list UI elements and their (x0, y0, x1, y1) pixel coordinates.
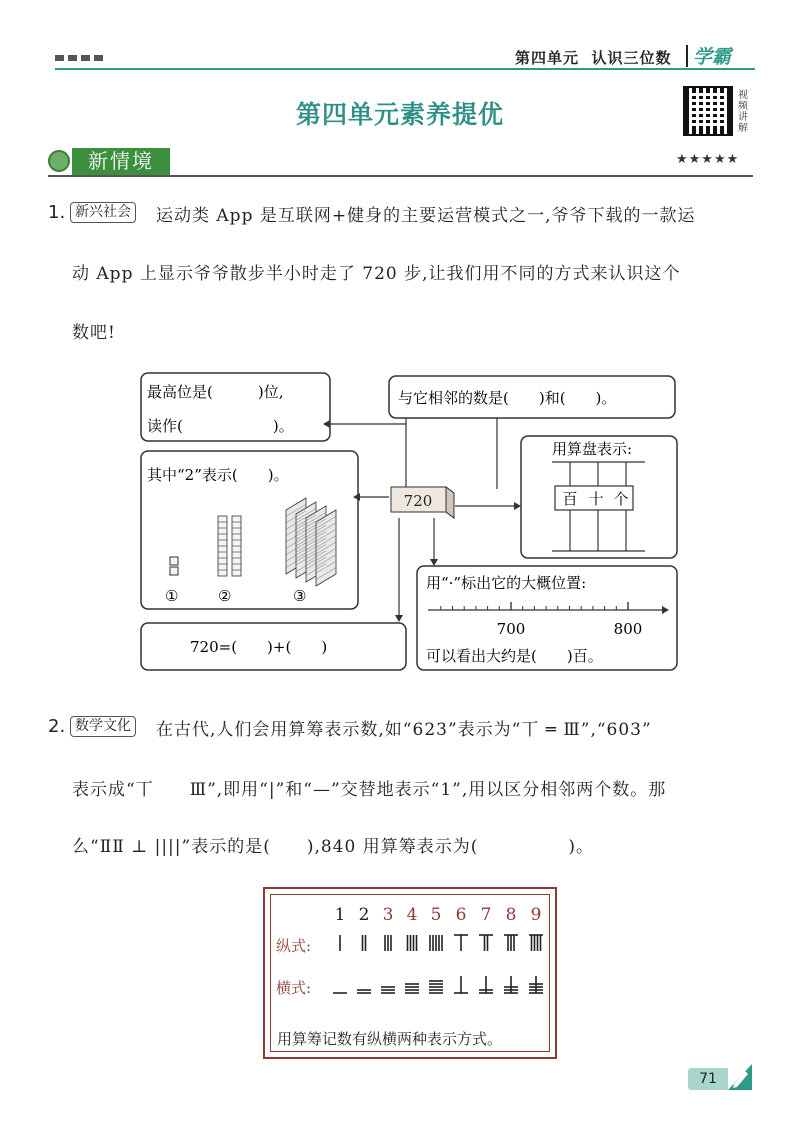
numberline-answer: 可以看出大约是( )百。 (426, 647, 603, 665)
tick-700: 700 (496, 620, 526, 638)
horizontal-label: 横式: (276, 979, 312, 997)
abacus-col-hundreds: 百 (562, 490, 578, 508)
q2-line1: 在古代,人们会用算筹表示数,如“623”表示为“丅 ═ Ⅲ”,“603” (156, 720, 652, 740)
vertical-rod-5 (430, 935, 442, 951)
expanded-form-text: 720=( )+( ) (190, 638, 328, 656)
label-3: ③ (293, 587, 307, 605)
neighbors-text: 与它相邻的数是( )和( )。 (398, 389, 617, 407)
q1-tag: 新兴社会 (70, 202, 136, 223)
vertical-label: 纵式: (276, 937, 312, 955)
tick-800: 800 (613, 620, 643, 638)
abacus-title: 用算盘表示: (552, 440, 633, 458)
rod-digit-1: 1 (334, 905, 346, 925)
q1-number: 1. (48, 202, 66, 223)
highest-digit-text: 最高位是( )位, (147, 383, 284, 401)
q1-line3: 数吧! (72, 323, 116, 343)
horizontal-rod-4 (405, 984, 419, 993)
rod-digit-9: 9 (530, 905, 542, 925)
vertical-rod-3 (385, 935, 391, 951)
q1-line2: 动 App 上显示爷爷散步半小时走了 720 步,让我们用不同的方式来认识这个 (72, 264, 681, 284)
q2-number: 2. (48, 716, 66, 737)
qr-label: 视频讲解 (738, 90, 748, 134)
q1-line1: 运动类 App 是互联网+健身的主要运营模式之一,爷爷下载的一款运 (156, 206, 696, 226)
horizontal-rod-8 (504, 976, 518, 993)
horizontal-rod-2 (357, 990, 371, 993)
meaning-of-2-text: 其中“2”表示( )。 (147, 466, 289, 484)
rod-digit-2: 2 (358, 905, 370, 925)
numberline-title: 用“·”标出它的大概位置: (426, 574, 587, 592)
label-1: ① (165, 587, 179, 605)
abacus-col-tens: 十 (588, 490, 604, 508)
q2-tag: 数学文化 (70, 716, 136, 737)
vertical-rod-2 (363, 935, 366, 951)
header-unit: 第四单元 (515, 49, 580, 67)
pencil-icon (728, 1064, 752, 1090)
center-number: 720 (403, 492, 433, 510)
rod-digit-3: 3 (382, 905, 394, 925)
vertical-rod-9 (529, 935, 543, 951)
read-as-text: 读作( )。 (147, 417, 294, 435)
vertical-rod-7 (479, 935, 493, 951)
rod-table-footer: 用算筹记数有纵横两种表示方式。 (277, 1030, 503, 1048)
horizontal-rod-9 (529, 976, 543, 993)
rod-digit-7: 7 (480, 905, 492, 925)
rod-digit-4: 4 (406, 905, 418, 925)
vertical-rod-6 (454, 935, 468, 951)
horizontal-rod-6 (454, 976, 468, 993)
q2-line3: 么“ⅡⅡ ⊥ ||||”表示的是( ),840 用算筹表示为( )。 (72, 837, 594, 857)
q2-line2: 表示成“丅 Ⅲ”,即用“|”和“—”交替地表示“1”,用以区分相邻两个数。那 (72, 780, 667, 800)
header-topic: 认识三位数 (591, 49, 672, 67)
difficulty-stars: ★★★★★ (676, 152, 740, 167)
rod-digit-8: 8 (505, 905, 517, 925)
abacus-col-ones: 个 (613, 490, 629, 508)
horizontal-rod-5 (429, 981, 443, 993)
rod-digit-6: 6 (455, 905, 467, 925)
vertical-rod-4 (408, 935, 417, 951)
vertical-rod-8 (504, 935, 518, 951)
label-2: ② (218, 587, 232, 605)
horizontal-rod-3 (381, 987, 395, 993)
horizontal-rod-7 (479, 976, 493, 993)
section-title: 新情境 (72, 148, 170, 175)
page-title: 第四单元素养提优 (295, 100, 504, 129)
rod-digit-5: 5 (430, 905, 442, 925)
page-number: 71 (688, 1068, 728, 1090)
brand-logo: 学霸 (693, 46, 732, 68)
